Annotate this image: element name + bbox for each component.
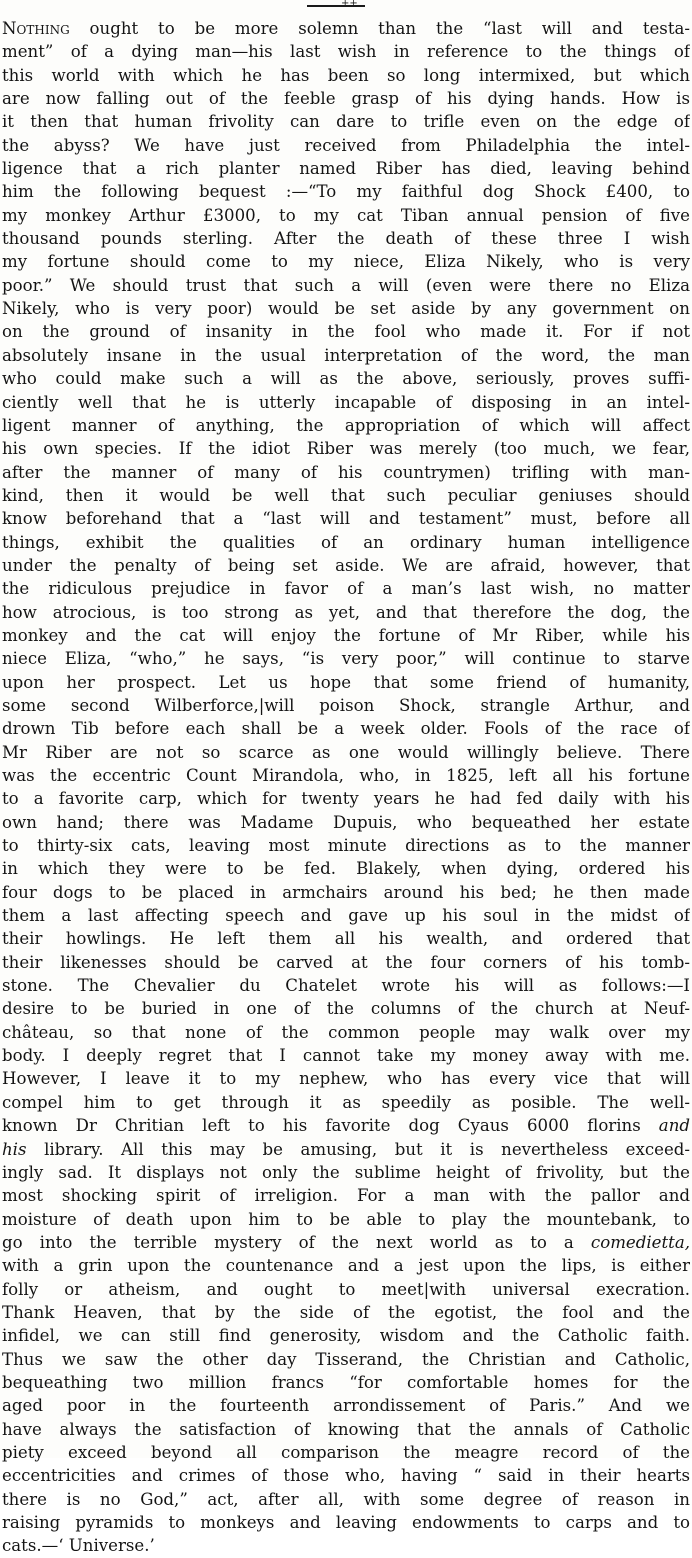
article-body bbox=[2, 17, 690, 1558]
article-line: his library. All this may be amusing, but it is nevertheless exceed- bbox=[2, 1139, 690, 1159]
article-line: cats.—‘ Universe.’ bbox=[2, 1536, 155, 1556]
article-line: in which they were to be fed. Blakely, when dying, ordered his bbox=[2, 859, 690, 879]
article-line: this world with which he has been so long intermixed, but which bbox=[2, 65, 690, 85]
article-line: most shocking spirit of irreligion. For a man with the pallor and bbox=[2, 1186, 690, 1206]
article-line: Nothing ought to be more solemn than the “last will and testa- bbox=[2, 19, 690, 38]
article-line: there is no God,” act, after all, with some degree of reason in bbox=[2, 1489, 690, 1509]
article-line: my fortune should come to my niece, Eliza Nikely, who is very bbox=[2, 252, 690, 272]
article-line: his own species. If the idiot Riber was merely (too much, we fear, bbox=[2, 439, 690, 459]
article-line: them a last affecting speech and gave up his soul in the midst of bbox=[2, 906, 690, 926]
italic-and: and bbox=[658, 1116, 690, 1136]
article-line: poor.” We should trust that such a will (even were there no Eliza bbox=[2, 275, 690, 295]
article-line: infidel, we can still find generosity, wisdom and the Catholic faith. bbox=[2, 1326, 690, 1346]
article-line: kind, then it would be well that such peculiar geniuses should bbox=[2, 485, 690, 505]
article-line: was the eccentric Count Mirandola, who, in 1825, left all his fortune bbox=[2, 766, 690, 785]
article-line: my monkey Arthur £3000, to my cat Tiban annual pension of five bbox=[2, 205, 690, 225]
article-line: stone. The Chevalier du Chatelet wrote his will as follows:—I bbox=[2, 976, 690, 996]
article-line: compel him to get through it as speedily as posible. The well- bbox=[2, 1092, 690, 1112]
article-line: own hand; there was Madame Dupuis, who bequeathed her estate bbox=[2, 812, 690, 832]
article-line: things, exhibit the qualities of an ordinary human intelligence bbox=[2, 532, 690, 552]
article-line: the abyss? We have just received from Philadelphia the intel- bbox=[2, 135, 690, 155]
article-line: their howlings. He left them all his wealth, and ordered that bbox=[2, 929, 690, 949]
article-line: ingly sad. It displays not only the sublime height of frivolity, but the bbox=[2, 1162, 690, 1182]
article-line: go into the terrible mystery of the next world as to a comedietta, bbox=[2, 1232, 690, 1252]
article-line: desire to be buried in one of the columns of the church at Neuf- bbox=[2, 999, 690, 1019]
article-line: eccentricities and crimes of those who, having “ said in their hearts bbox=[2, 1466, 690, 1486]
article-line: château, so that none of the common people may walk over my bbox=[2, 1022, 690, 1042]
article-line: known Dr Chritian left to his favorite dog Cyaus 6000 florins and bbox=[2, 1116, 690, 1136]
rule-ornament: ++ bbox=[341, 0, 358, 9]
article-line: him the following bequest :—“To my faithful dog Shock £400, to bbox=[2, 182, 690, 202]
article-line: niece Eliza, “who,” he says, “is very poor,” will continue to starve bbox=[2, 649, 690, 669]
article-line: it then that human frivolity can dare to trifle even on the edge of bbox=[2, 112, 690, 132]
article-line: folly or atheism, and ought to meet|with universal execration. bbox=[2, 1279, 690, 1299]
article-line: body. I deeply regret that I cannot take my money away with me. bbox=[2, 1046, 690, 1066]
article-line: know beforehand that a “last will and testament” must, before all bbox=[2, 509, 690, 529]
article-line: bequeathing two million francs “for comfortable homes for the bbox=[2, 1372, 690, 1392]
article-line: after the manner of many of his countrymen) trifling with man- bbox=[2, 462, 690, 482]
article-line: monkey and the cat will enjoy the fortune of Mr Riber, while his bbox=[2, 625, 690, 645]
article-line: their likenesses should be carved at the four corners of his tomb- bbox=[2, 952, 690, 972]
article-line: with a grin upon the countenance and a jest upon the lips, is either bbox=[2, 1256, 690, 1276]
article-line: Thus we saw the other day Tisserand, the Christian and Catholic, bbox=[2, 1349, 690, 1369]
article-line: However, I leave it to my nephew, who has every vice that will bbox=[2, 1069, 690, 1089]
article-line: Thank Heaven, that by the side of the egotist, the fool and the bbox=[2, 1302, 690, 1322]
italic-comedietta: comedietta, bbox=[590, 1232, 690, 1252]
article-line: upon her prospect. Let us hope that some friend of humanity, bbox=[2, 672, 690, 692]
article-line: Mr Riber are not so scarce as one would willingly believe. There bbox=[2, 742, 690, 762]
article-line: some second Wilberforce,|will poison Shock, strangle Arthur, and bbox=[2, 695, 690, 715]
article-line: absolutely insane in the usual interpretation of the word, the man bbox=[2, 345, 690, 365]
article-line: on the ground of insanity in the fool who made it. For if not bbox=[2, 322, 690, 342]
article-line: piety exceed beyond all comparison the meagre record of the bbox=[2, 1442, 690, 1462]
article-line: have always the satisfaction of knowing that the annals of Catholic bbox=[2, 1419, 690, 1439]
article-line: the ridiculous prejudice in favor of a man’s last wish, no matter bbox=[2, 579, 690, 599]
article-line: moisture of death upon him to be able to play the mountebank, to bbox=[2, 1209, 690, 1229]
article-line: four dogs to be placed in armchairs around his bed; he then made bbox=[2, 882, 690, 902]
article-line: raising pyramids to monkeys and leaving endowments to carps and to bbox=[2, 1513, 690, 1532]
article-line: to thirty-six cats, leaving most minute directions as to the manner bbox=[2, 836, 690, 856]
article-line: Nikely, who is very poor) would be set aside by any government on bbox=[2, 299, 690, 319]
article-line: ment” of a dying man—his last wish in reference to the things of bbox=[2, 42, 690, 62]
article-line: thousand pounds sterling. After the death of these three I wish bbox=[2, 229, 690, 249]
article-line: drown Tib before each shall be a week older. Fools of the race of bbox=[2, 719, 690, 739]
article-line: aged poor in the fourteenth arrondissement of Paris.” And we bbox=[2, 1396, 690, 1416]
article-line: how atrocious, is too strong as yet, and that therefore the dog, the bbox=[2, 602, 690, 622]
article-line: ligent manner of anything, the appropriation of which will affect bbox=[2, 415, 690, 435]
article-line: ligence that a rich planter named Riber has died, leaving behind bbox=[2, 159, 690, 179]
article-line: are now falling out of the feeble grasp of his dying hands. How is bbox=[2, 89, 690, 109]
italic-his: his bbox=[2, 1139, 27, 1159]
article-line: ciently well that he is utterly incapable of disposing in an intel- bbox=[2, 392, 690, 412]
article-line: to a favorite carp, which for twenty years he had fed daily with his bbox=[2, 789, 690, 809]
opening-word: Nothing bbox=[2, 19, 70, 38]
article-line: who could make such a will as the above, seriously, proves suffi- bbox=[2, 369, 690, 389]
article-line: under the penalty of being set aside. We are afraid, however, that bbox=[2, 555, 690, 575]
